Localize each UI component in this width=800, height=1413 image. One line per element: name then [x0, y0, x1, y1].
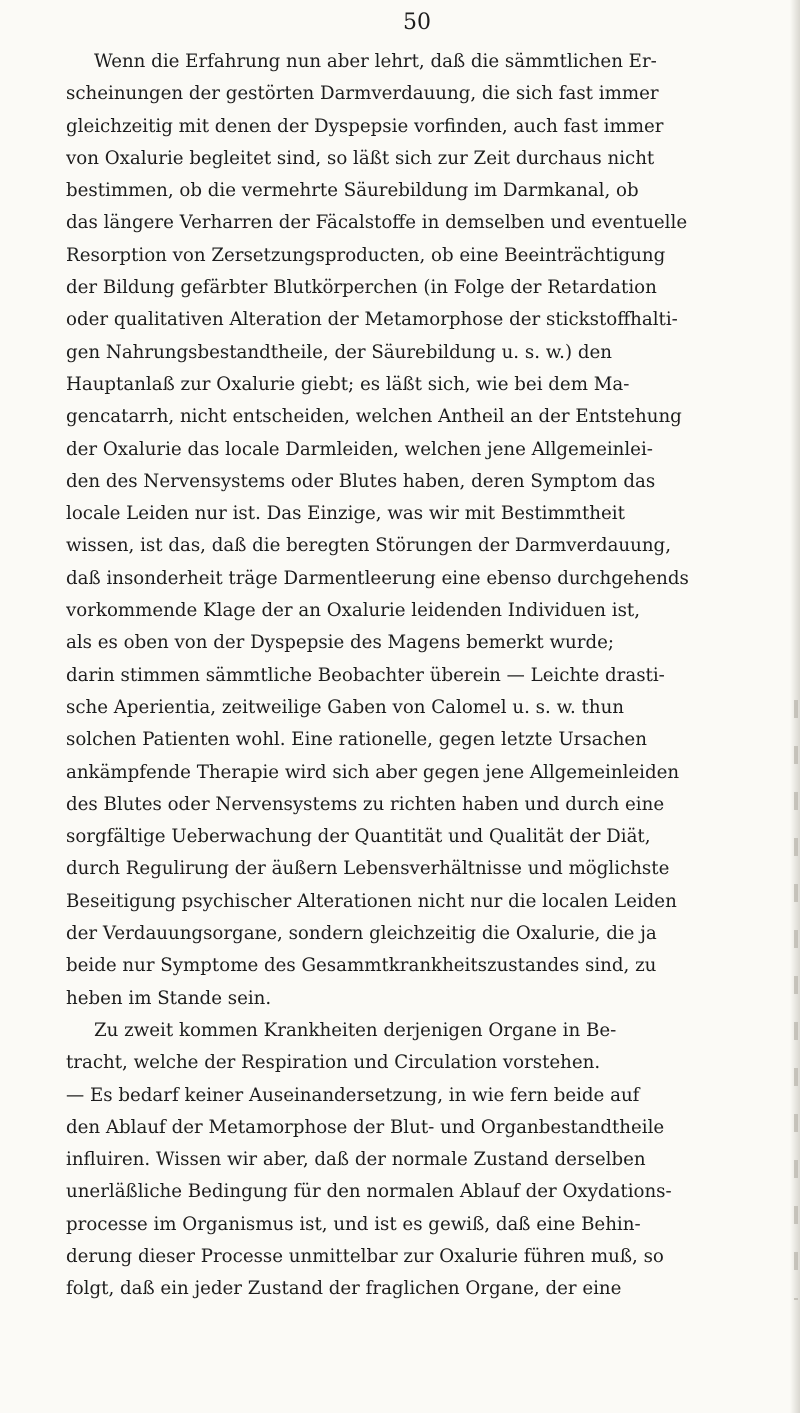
text-line: darin stimmen sämmtliche Beobachter überein — Leichte drasti-: [66, 664, 665, 686]
text-line: von Oxalurie begleitet sind, so läßt sich zur Zeit durchaus nicht: [66, 147, 655, 169]
text-line: durch Regulirung der äußern Lebensverhältnisse und möglichste: [66, 858, 670, 880]
page-number: 50: [403, 10, 431, 35]
text-line: der Bildung gefärbter Blutkörperchen (in Folge der Retardation: [66, 277, 657, 299]
text-line: sorgfältige Ueberwachung der Quantität und Qualität der Diät,: [66, 826, 651, 848]
text-line: Resorption von Zersetzungsproducten, ob eine Beeinträchtigung: [66, 244, 666, 266]
text-line: Zu zweit kommen Krankheiten derjenigen Organe in Be-: [94, 1019, 617, 1041]
text-line: unerläßliche Bedingung für den normalen Ablauf der Oxydations-: [66, 1181, 672, 1203]
text-line: processe im Organismus ist, und ist es gewiß, daß eine Behin-: [66, 1213, 641, 1235]
paragraph-1: [66, 46, 768, 1015]
text-line: vorkommende Klage der an Oxalurie leidenden Individuen ist,: [66, 600, 641, 622]
text-line: — Es bedarf keiner Auseinandersetzung, in wie fern beide auf: [66, 1084, 640, 1106]
text-line: locale Leiden nur ist. Das Einzige, was wir mit Bestimmtheit: [66, 503, 625, 525]
text-line: derung dieser Processe unmittelbar zur Oxalurie führen muß, so: [66, 1245, 664, 1267]
text-line: gen Nahrungsbestandtheile, der Säurebildung u. s. w.) den: [66, 341, 612, 363]
text-line: beide nur Symptome des Gesammtkrankheitszustandes sind, zu: [66, 955, 657, 977]
text-line: Wenn die Erfahrung nun aber lehrt, daß die sämmtlichen Er-: [94, 51, 657, 72]
binding-marks: [794, 700, 798, 1300]
text-line: Hauptanlaß zur Oxalurie giebt; es läßt sich, wie bei dem Ma-: [66, 373, 630, 395]
text-line: scheinungen der gestörten Darmverdauung, die sich fast immer: [66, 83, 659, 105]
text-line: folgt, daß ein jeder Zustand der fraglichen Organe, der eine: [66, 1278, 622, 1300]
text-line: daß insonderheit träge Darmentleerung eine ebenso durchgehends: [66, 567, 689, 589]
text-line: tracht, welche der Respiration und Circulation vorstehen.: [66, 1052, 601, 1074]
text-line: den Ablauf der Metamorphose der Blut- und Organbestandtheile: [66, 1116, 665, 1138]
text-line: des Blutes oder Nervensystems zu richten haben und durch eine: [66, 793, 665, 815]
text-line: influiren. Wissen wir aber, daß der normale Zustand derselben: [66, 1149, 646, 1171]
text-line: gencatarrh, nicht entscheiden, welchen Antheil an der Entstehung: [66, 406, 682, 428]
text-line: heben im Stande sein.: [66, 987, 272, 1009]
text-line: der Oxalurie das locale Darmleiden, welchen jene Allgemeinlei-: [66, 438, 653, 460]
text-line: gleichzeitig mit denen der Dyspepsie vorfinden, auch fast immer: [66, 115, 664, 137]
text-line: als es oben von der Dyspepsie des Magens bemerkt wurde;: [66, 632, 614, 654]
text-line: bestimmen, ob die vermehrte Säurebildung im Darmkanal, ob: [66, 180, 639, 202]
text-line: sche Aperientia, zeitweilige Gaben von Calomel u. s. w. thun: [66, 696, 624, 718]
text-line: das längere Verharren der Fäcalstoffe in demselben und eventuelle: [66, 212, 688, 234]
text-line: oder qualitativen Alteration der Metamorphose der stickstoffhalti-: [66, 309, 678, 331]
text-line: der Verdauungsorgane, sondern gleichzeitig die Oxalurie, die ja: [66, 923, 657, 945]
text-line: Beseitigung psychischer Alterationen nicht nur die localen Leiden: [66, 890, 677, 912]
text-line: solchen Patienten wohl. Eine rationelle, gegen letzte Ursachen: [66, 729, 647, 751]
text-line: wissen, ist das, daß die beregten Störungen der Darmverdauung,: [66, 535, 671, 557]
paragraph-2: [66, 1015, 768, 1306]
text-line: ankämpfende Therapie wird sich aber gegen jene Allgemeinleiden: [66, 761, 680, 783]
text-line: den des Nervensystems oder Blutes haben, deren Symptom das: [66, 470, 656, 492]
